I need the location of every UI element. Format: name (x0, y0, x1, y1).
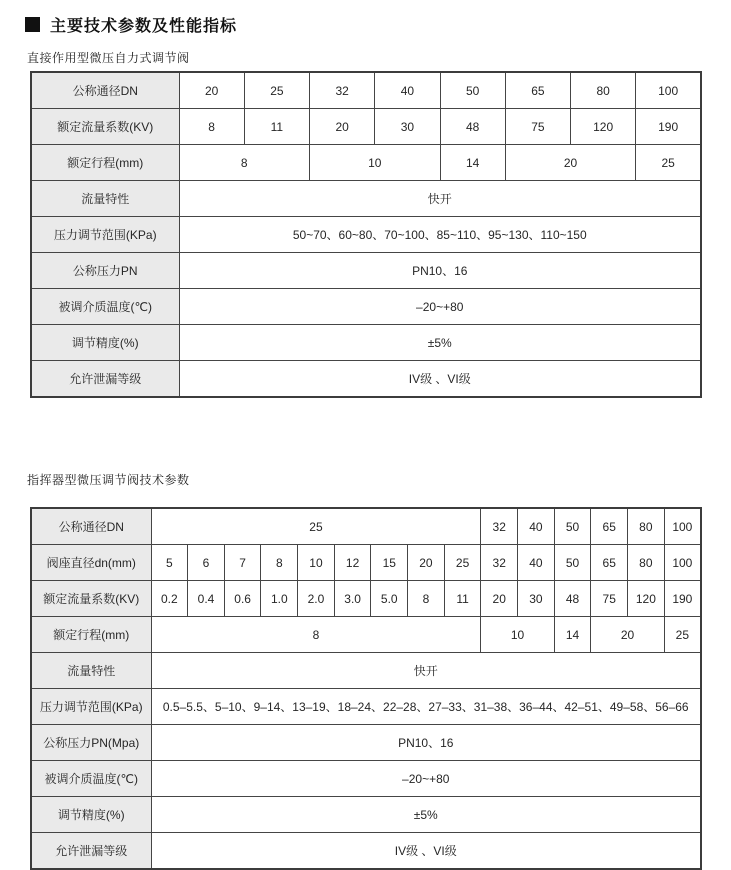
table-row (31, 689, 701, 725)
value-cell: –20~+80 (151, 761, 701, 797)
row-label: 额定流量系数(KV) (31, 581, 151, 617)
value-cell: 快开 (179, 181, 701, 217)
value-cell: 65 (591, 508, 628, 545)
value-cell: 12 (334, 545, 371, 581)
value-cell: 2.0 (298, 581, 335, 617)
value-cell: 14 (440, 145, 505, 181)
value-cell: 8 (408, 581, 445, 617)
value-cell: 50 (554, 508, 591, 545)
table-row (31, 545, 701, 581)
row-label: 公称压力PN(Mpa) (31, 725, 151, 761)
table-row (31, 325, 701, 361)
value-cell: 14 (554, 617, 591, 653)
value-cell: IV级 、VI级 (179, 361, 701, 398)
value-cell: PN10、16 (151, 725, 701, 761)
value-cell: 1.0 (261, 581, 298, 617)
value-cell: 190 (636, 109, 701, 145)
value-cell: 75 (505, 109, 570, 145)
value-cell: 11 (444, 581, 481, 617)
table-row (31, 653, 701, 689)
value-cell: 25 (664, 617, 701, 653)
row-label: 公称压力PN (31, 253, 179, 289)
table-row (31, 761, 701, 797)
value-cell: 100 (636, 72, 701, 109)
table-row (31, 217, 701, 253)
value-cell: 10 (481, 617, 554, 653)
table-direct-acting-title: 直接作用型微压自力式调节阀 (27, 51, 190, 65)
value-cell: 32 (481, 508, 518, 545)
value-cell: 40 (518, 508, 555, 545)
value-cell: 30 (518, 581, 555, 617)
table-pilot-type-specs (30, 507, 702, 870)
value-cell: 20 (505, 145, 636, 181)
value-cell: 3.0 (334, 581, 371, 617)
value-cell: 8 (179, 109, 244, 145)
table-row (31, 508, 701, 545)
value-cell: 100 (664, 545, 701, 581)
value-cell: PN10、16 (179, 253, 701, 289)
value-cell: 25 (244, 72, 309, 109)
table-row (31, 253, 701, 289)
table-direct-acting-specs (30, 71, 702, 398)
row-label: 额定行程(mm) (31, 145, 179, 181)
value-cell: 25 (151, 508, 481, 545)
value-cell: 0.4 (188, 581, 225, 617)
row-label: 额定行程(mm) (31, 617, 151, 653)
value-cell: 80 (571, 72, 636, 109)
black-square-bullet-icon (25, 17, 40, 32)
value-cell: 40 (518, 545, 555, 581)
value-cell: 190 (664, 581, 701, 617)
row-label: 被调介质温度(℃) (31, 761, 151, 797)
table-row (31, 581, 701, 617)
row-label: 压力调节范围(KPa) (31, 689, 151, 725)
table-row (31, 361, 701, 398)
value-cell: 25 (444, 545, 481, 581)
table-row (31, 797, 701, 833)
row-label: 调节精度(%) (31, 325, 179, 361)
value-cell: 120 (571, 109, 636, 145)
row-label: 额定流量系数(KV) (31, 109, 179, 145)
row-label: 调节精度(%) (31, 797, 151, 833)
value-cell: 20 (591, 617, 664, 653)
value-cell: 80 (628, 545, 665, 581)
value-cell: 50~70、60~80、70~100、85~110、95~130、110~150 (179, 217, 701, 253)
table-row (31, 725, 701, 761)
table-row (31, 145, 701, 181)
value-cell: 8 (261, 545, 298, 581)
value-cell: 65 (591, 545, 628, 581)
value-cell: 30 (375, 109, 440, 145)
value-cell: 0.2 (151, 581, 188, 617)
value-cell: 80 (628, 508, 665, 545)
value-cell: –20~+80 (179, 289, 701, 325)
table-row (31, 72, 701, 109)
value-cell: 48 (554, 581, 591, 617)
value-cell: 7 (224, 545, 261, 581)
value-cell: 50 (440, 72, 505, 109)
value-cell: IV级 、VI级 (151, 833, 701, 870)
value-cell: 11 (244, 109, 309, 145)
value-cell: 32 (481, 545, 518, 581)
table-row (31, 289, 701, 325)
value-cell: 32 (310, 72, 375, 109)
value-cell: ±5% (179, 325, 701, 361)
value-cell: 50 (554, 545, 591, 581)
section-heading (25, 13, 237, 36)
table-row (31, 181, 701, 217)
value-cell: 0.6 (224, 581, 261, 617)
value-cell: 8 (151, 617, 481, 653)
value-cell: 75 (591, 581, 628, 617)
value-cell: 100 (664, 508, 701, 545)
value-cell: 65 (505, 72, 570, 109)
table-row (31, 109, 701, 145)
row-label: 允许泄漏等级 (31, 361, 179, 398)
value-cell: 5.0 (371, 581, 408, 617)
table-row (31, 617, 701, 653)
value-cell: 10 (310, 145, 441, 181)
row-label: 允许泄漏等级 (31, 833, 151, 870)
row-label: 压力调节范围(KPa) (31, 217, 179, 253)
value-cell: 20 (310, 109, 375, 145)
row-label: 阀座直径dn(mm) (31, 545, 151, 581)
value-cell: ±5% (151, 797, 701, 833)
row-label: 公称通径DN (31, 508, 151, 545)
value-cell: 20 (408, 545, 445, 581)
value-cell: 15 (371, 545, 408, 581)
value-cell: 120 (628, 581, 665, 617)
value-cell: 6 (188, 545, 225, 581)
row-label: 公称通径DN (31, 72, 179, 109)
value-cell: 40 (375, 72, 440, 109)
row-label: 流量特性 (31, 653, 151, 689)
table-pilot-type-title: 指挥器型微压调节阀技术参数 (27, 473, 190, 487)
value-cell: 5 (151, 545, 188, 581)
row-label: 被调介质温度(℃) (31, 289, 179, 325)
row-label: 流量特性 (31, 181, 179, 217)
value-cell: 8 (179, 145, 310, 181)
value-cell: 20 (179, 72, 244, 109)
value-cell: 快开 (151, 653, 701, 689)
value-cell: 20 (481, 581, 518, 617)
value-cell: 48 (440, 109, 505, 145)
value-cell: 0.5–5.5、5–10、9–14、13–19、18–24、22–28、27–33、31–38、36–44、42–51、49–58、56–66 (151, 689, 701, 725)
value-cell: 25 (636, 145, 701, 181)
section-heading-text: 主要技术参数及性能指标 (50, 18, 238, 35)
value-cell: 10 (298, 545, 335, 581)
